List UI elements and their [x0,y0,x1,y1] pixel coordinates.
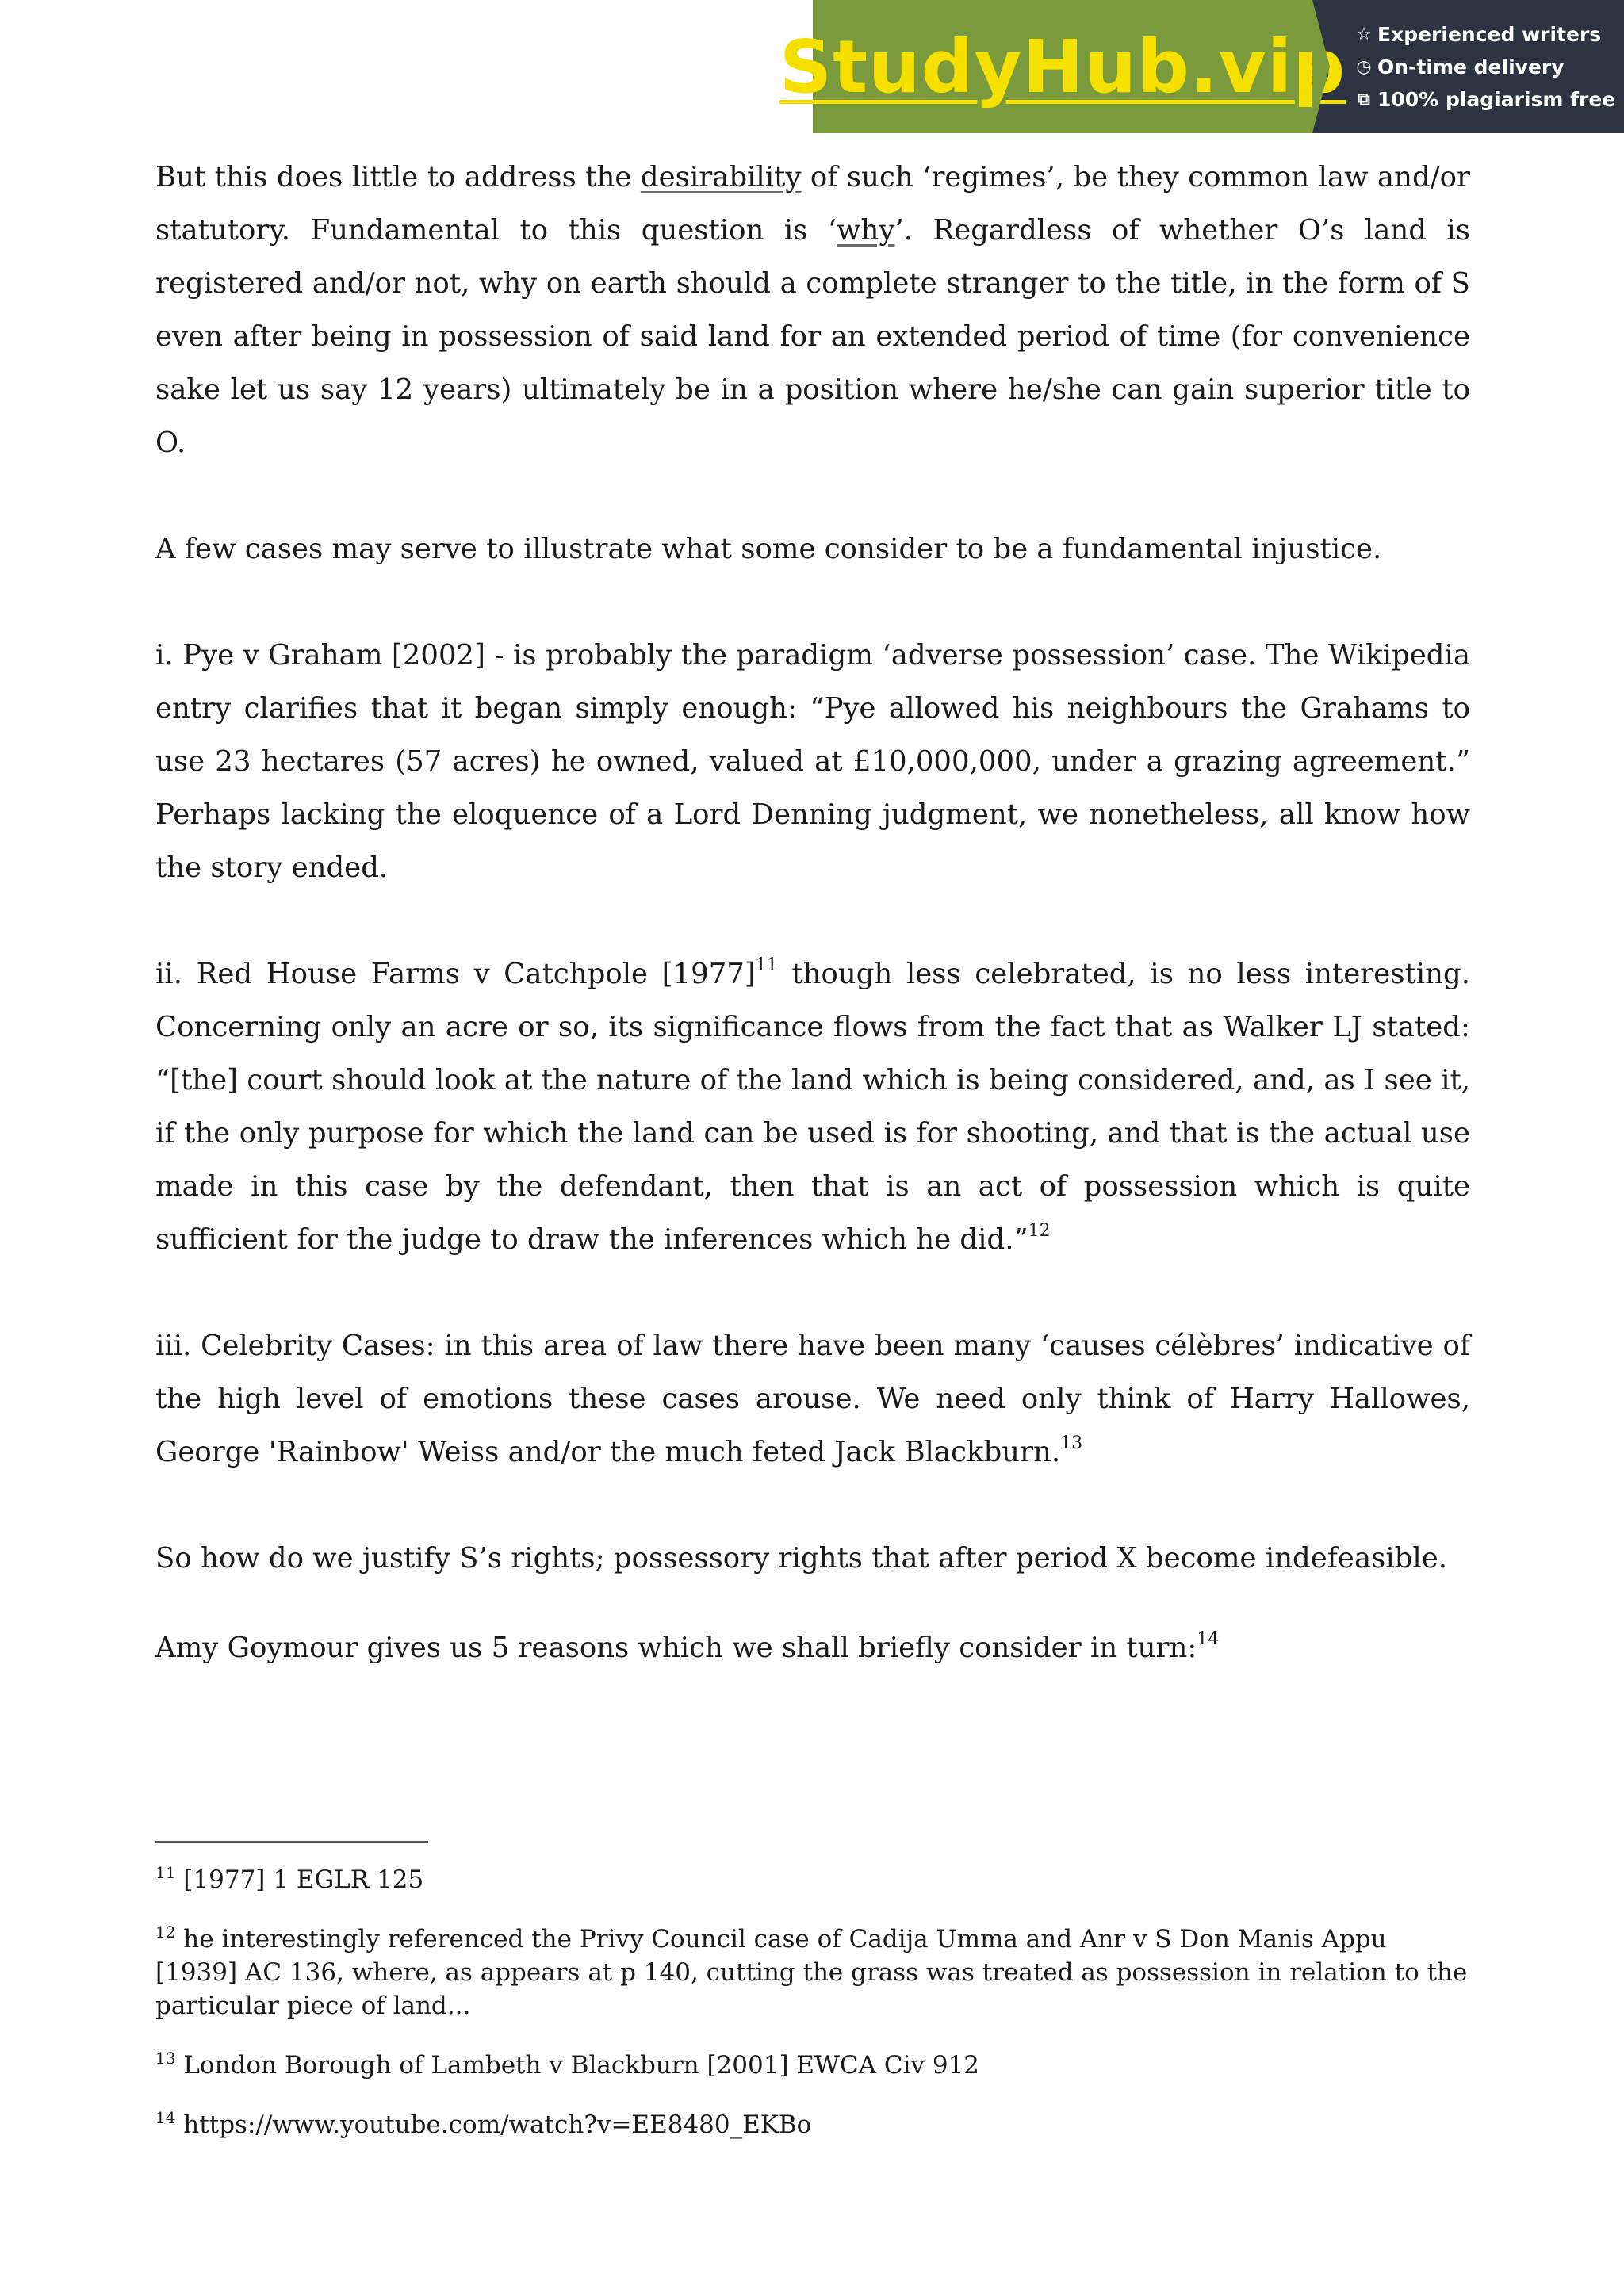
text-run: ii. Red House Farms v Catchpole [1977] [155,958,756,990]
footnote-number: 11 [155,1863,176,1882]
feature-experienced-writers [1354,18,1624,51]
clock-icon: ◷ [1356,56,1372,77]
paragraph-justify-rights: So how do we justify S’s rights; possessory rights that after period X become indefeasible. [155,1542,1448,1575]
underlined-word-why: why [837,214,895,247]
footnote-ref-12[interactable]: 12 [1028,1221,1051,1241]
paragraph-goymour-reasons [155,1621,1470,1674]
brand-name: StudyHub.vip [779,24,1346,109]
footnote-13 [155,2049,1470,2082]
footnote-link[interactable]: https://www.youtube.com/watch?v=EE8480_EKBo [175,2110,812,2139]
paragraph-injustice-intro: A few cases may serve to illustrate what some consider to be a fundamental injustice. [155,533,1382,565]
footnote-ref-13[interactable]: 13 [1060,1433,1083,1453]
footnote-ref-14[interactable]: 14 [1197,1629,1220,1649]
text-run: of such ‘regimes’, be they common law and/or statutory. Fundamental to this question is ‘ [155,161,1470,247]
feature-on-time-delivery [1354,51,1624,83]
brand-logo[interactable] [779,0,1346,133]
text-run: though less celebrated, is no less interesting. Concerning only an acre or so, its significance flows from the fact that as Walker LJ stated: “[the] court should look at the nature of the land which is being considered, and, as I see it, if the only purpose for which the land can be used is for shooting, and that is the actual use made in this case by the defendant, then that is an act of possession which is quite sufficient for the judge to draw the inferences which he did.” [155,958,1470,1256]
footnotes [155,1863,1470,2168]
footnote-number: 14 [155,2108,176,2127]
paragraph-red-house-farms [155,947,1470,1266]
document-body [155,151,1470,1674]
text-run: But this does little to address the [155,161,641,193]
footnote-text: [1977] 1 EGLR 125 [175,1866,424,1894]
copy-icon: ⧉ [1358,89,1370,109]
footnote-text: London Borough of Lambeth v Blackburn [2001] EWCA Civ 912 [175,2051,980,2080]
text-run: iii. Celebrity Cases: in this area of law there have been many ‘causes célèbres’ indicative of the high level of emotions these cases arouse. We need only think of Harry Hallowes, George 'Rainbow' Weiss and/or the much feted Jack Blackburn. [155,1330,1470,1468]
footnote-number: 13 [155,2049,176,2068]
footnote-number: 12 [155,1923,176,1942]
studyhub-banner[interactable] [779,0,1624,133]
footnote-12 [155,1923,1470,2022]
feature-plagiarism-free [1354,83,1624,116]
paragraph-pye-v-graham: i. Pye v Graham [2002] - is probably the paradigm ‘adverse possession’ case. The Wikipedia entry clarifies that it began simply enough: “Pye allowed his neighbours the Grahams to use 23 hectares (57 acres) he owned, valued at £10,000,000, under a grazing agreement.” Perhaps lacking the eloquence of a Lord Denning judgment, we nonetheless, all know how the story ended. [155,639,1470,884]
feature-label: 100% plagiarism free [1377,87,1616,111]
feature-list [1312,0,1624,133]
text-run: Amy Goymour gives us 5 reasons which we shall briefly consider in turn: [155,1632,1197,1664]
feature-label: On-time delivery [1377,55,1565,78]
underlined-word-desirability: desirability [640,161,802,193]
footnote-separator [155,1841,428,1843]
feature-label: Experienced writers [1377,22,1602,46]
footnote-ref-11[interactable]: 11 [755,955,778,975]
footnote-14 [155,2108,1470,2141]
star-icon: ☆ [1356,24,1372,44]
footnote-text: he interestingly referenced the Privy Council case of Cadija Umma and Anr v S Don Manis Appu [1939] AC 136, where, as appears at p 140, cutting the grass was treated as possession in relation to the particular piece of land... [155,1925,1468,2020]
paragraph-celebrity-cases [155,1319,1470,1479]
paragraph-desirability [155,151,1470,469]
text-run: ’. Regardless of whether O’s land is registered and/or not, why on earth should a complete stranger to the title, in the form of S even after being in possession of said land for an extended period of time (for convenience sake let us say 12 years) ultimately be in a position where he/she can gain superior title to O. [155,214,1470,459]
footnote-11 [155,1863,1470,1896]
